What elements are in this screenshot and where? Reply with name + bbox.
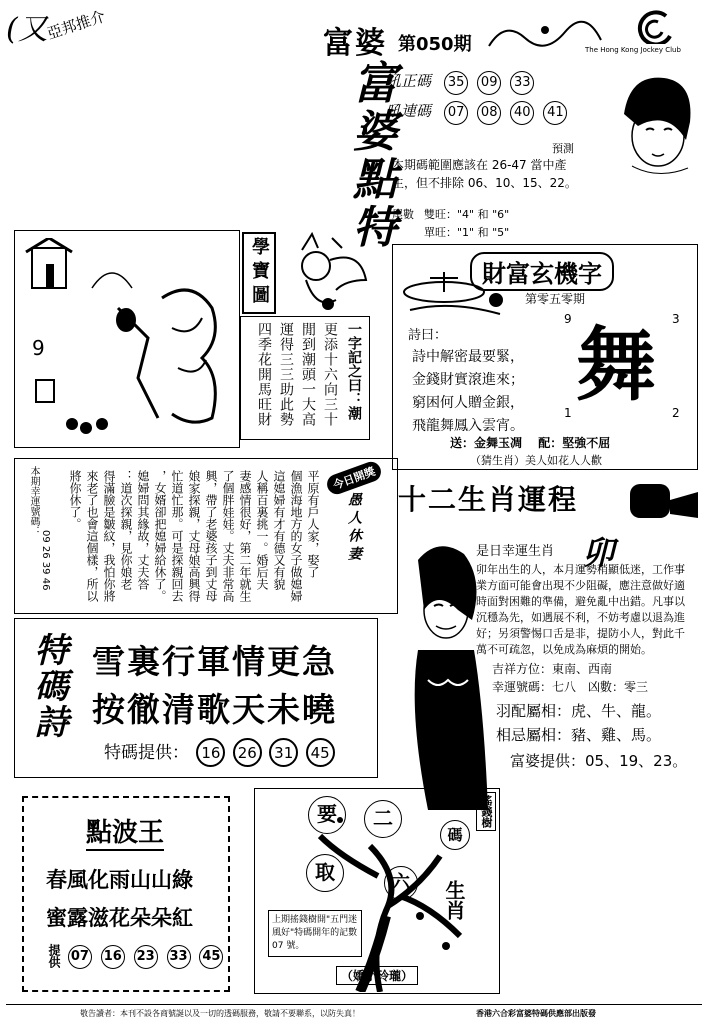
dianbo-num: 45 — [199, 945, 223, 969]
caifu-corner-num: 9 — [564, 312, 572, 326]
zodiac-avoid: 相忌屬相：豬、雞、馬。 — [496, 726, 662, 744]
caifu-big-char: 舞 — [576, 318, 656, 412]
tips-line2-num: 41 — [543, 101, 567, 125]
tips-line2-num: 08 — [477, 101, 501, 125]
caifu-send-value: 金舞玉凋 — [474, 436, 523, 450]
zodiac-lucky-label: 是日幸運生肖 — [476, 544, 555, 559]
xueyubao-cherub — [272, 230, 372, 320]
story-col: 媳婦問其緣故，丈夫答 — [136, 470, 150, 590]
forecast-text-2: 生，但不排除 06、10、15、22。 — [392, 176, 577, 190]
xueyubao-illustration — [22, 238, 234, 442]
zodiac-match: 羽配屬相：虎、牛、龍。 — [496, 702, 662, 720]
dianbo-title: 點波王 — [86, 812, 164, 851]
footer-publisher: 香港六合彩富婆特碼供應部出版發 — [476, 1009, 596, 1018]
dianteb-title: 富婆點特 — [345, 60, 396, 252]
xueyubao-poem-col: 四季花開馬旺財 — [256, 322, 272, 427]
dianbo-line-2: 蜜露滋花朵朵紅 — [46, 905, 193, 930]
caifu-poem-line: 詩中解密最要緊， — [412, 349, 524, 365]
zodiac-lucky-nums: 幸運號碼：七八 凶數：零三 — [492, 680, 649, 694]
story-col: 得滿臉是皺紋，我怕你將 — [102, 470, 116, 602]
tips-line1-num: 35 — [444, 71, 468, 95]
story-col: 這媳婦有才有德又有貌 — [272, 470, 286, 590]
dianbo-num: 16 — [101, 945, 125, 969]
tema-title: 特碼詩 — [28, 632, 68, 740]
caifu-corner-num: 3 — [672, 312, 680, 326]
forecast-text-1: 本期碼範圍應該在 26-47 當中產 — [392, 158, 567, 172]
story-text-columns — [66, 470, 322, 608]
tema-provide-label: 特碼提供： — [104, 743, 189, 763]
caifu-poem-line: 金錢財實滾進來； — [412, 372, 524, 388]
tips-line2-num: 07 — [444, 101, 468, 125]
story-title: 愚人休妻 — [346, 492, 362, 564]
story-col: 平原有戶人家，娶了 — [306, 470, 320, 578]
tema-provide — [104, 738, 335, 767]
caifu-illustration — [400, 270, 510, 322]
caifu-send — [450, 434, 610, 451]
tail-label: 尾數 — [392, 208, 414, 221]
caifu-send-label: 送： — [450, 436, 475, 450]
zodiac-provide: 富婆提供：05、19、23。 — [510, 752, 688, 770]
story-col: 人稱百裏挑一。婚后夫 — [255, 470, 269, 590]
story-col: 興，帶了老婆孩子到丈母 — [204, 470, 218, 602]
forecast-label: 預測 — [552, 142, 574, 155]
tree-caption: （嬌小玲瓏） — [336, 966, 418, 985]
tree-circle: 要 — [308, 796, 346, 834]
zodiac-title: 十二生肖運程 — [398, 483, 579, 516]
tips-face-illustration — [608, 70, 700, 180]
jockey-club-text: The Hong Kong Jockey Club — [585, 46, 681, 54]
tema-num: 45 — [306, 738, 335, 767]
caifu-poem-line: 飛龍舞鳳入雲宵。 — [412, 418, 524, 434]
tema-num: 31 — [269, 738, 298, 767]
tree-circle: 取 — [306, 854, 344, 892]
tree-circle: 碼 — [440, 820, 470, 850]
xueyubao-poem-col: 更添十六向三十 — [322, 322, 338, 427]
dianbo-num: 07 — [68, 945, 92, 969]
caifu-corner-num: 1 — [564, 406, 572, 420]
caifu-issue: 第零五零期 — [525, 292, 586, 306]
xueyubao-poem-col: 運得三三助此勢 — [278, 322, 294, 427]
story-col: 將你休了。 — [68, 470, 82, 530]
story-col: 了個胖娃娃。丈夫非常高 — [221, 470, 235, 602]
zodiac-lucky-value: 卯 — [582, 534, 615, 572]
header-issue: 第050期 — [398, 34, 472, 55]
tema-line-2: 按徹清歌天未曉 — [92, 690, 337, 729]
tips-line2-label: 吼連碼 — [386, 102, 432, 120]
story-col: ，女婿卻把媳婦給休了。 — [153, 470, 167, 602]
tips-line1-num: 33 — [510, 71, 534, 95]
corner-mark: (又 — [6, 12, 48, 47]
story-col: 個漁海地方的女子做媳婦 — [289, 470, 303, 602]
dianbo-provide-label: 提供 — [47, 944, 61, 968]
corner-brand — [6, 4, 136, 54]
tree-circle: 二 — [364, 800, 402, 838]
zodiac-desc: 卯年出生的人，本月運勢稍顯低迷，工作事業方面可能會出現不少阻礙，應注意做好適時面對困難的準備，避免亂中出錯。凡事以沉穩為先，如遇展不利，不妨考慮以退為進好；另須警惕口舌是非，提防小人，對此千萬不可疏忽，以免成為麻煩的開始。 — [476, 563, 685, 656]
tail-single: 單旺："1" 和 "5" — [424, 226, 510, 239]
footer-rule — [6, 1004, 702, 1005]
tips-block — [386, 64, 706, 239]
header-title: 富婆 — [323, 26, 387, 61]
dianbo-line-1: 春風化雨山山綠 — [46, 867, 193, 892]
tree-fruit: 生肖 — [442, 880, 466, 920]
story-side-label: 本期幸運號碼： — [28, 466, 39, 536]
tips-line1-num: 09 — [477, 71, 501, 95]
tema-num: 16 — [196, 738, 225, 767]
tema-num: 26 — [233, 738, 262, 767]
tips-line1 — [386, 70, 538, 95]
corner-text: 亞邦推介 — [44, 7, 108, 43]
tips-line2 — [386, 100, 571, 125]
xueyubao-poem-title: 一字記之曰：潮 — [346, 322, 362, 420]
caifu-pair-value: 堅強不屈 — [562, 436, 611, 450]
tema-line-1: 雪裏行軍情更急 — [92, 642, 337, 681]
tips-line2-num: 40 — [510, 101, 534, 125]
tips-line1-label: 吼正碼 — [386, 72, 432, 90]
story-side-nums: 09 26 39 46 — [40, 530, 51, 591]
xueyubao-poem-col: 閒到潮頭一大高 — [300, 322, 316, 427]
story-col: 忙道忙那。可是探親回去 — [170, 470, 184, 602]
xueyubao-title: 學寶圖 — [242, 232, 276, 314]
footer-notice: 敬告讀者：本刊不設各商號誕以及一切的透碼服務，敬請不要聯系，以防失真！ — [80, 1009, 360, 1018]
tail-double: 雙旺："4" 和 "6" — [424, 208, 510, 221]
story-stamp: 今日開獎 — [324, 459, 383, 497]
story-col: 來老了也會這個樣，所以 — [85, 470, 99, 602]
jockey-club-logo — [618, 10, 678, 44]
tree-stamp: 搖錢樹 — [476, 792, 496, 831]
caifu-pair-label: 配： — [538, 436, 563, 450]
dianbo-num: 33 — [167, 945, 191, 969]
story-col: 娘家探親，丈母娘高興得 — [187, 470, 201, 602]
story-col: ：道次探親，見你娘老 — [119, 470, 133, 590]
story-col: 妻感情很好，第二年就生 — [238, 470, 252, 602]
caifu-title: 財富玄機字 — [470, 252, 614, 291]
caifu-corner-num: 2 — [672, 406, 680, 420]
dianbo-provide — [46, 944, 227, 969]
dianbo-num: 23 — [134, 945, 158, 969]
caifu-poem-label: 詩曰： — [408, 328, 448, 343]
xueyubao-number: 9 — [32, 336, 45, 360]
zodiac-direction: 吉祥方位：東南、西南 — [492, 662, 613, 676]
tree-prev-note: 上期搖錢樹開"五門迷風好"特碼開年的記數 07 號。 — [268, 910, 362, 957]
caifu-guess: （猜生肖）美人如花人人歡 — [470, 454, 602, 467]
zodiac-fist-illustration — [620, 470, 700, 530]
tree-circle: 六 — [384, 866, 418, 900]
caifu-poem-line: 窮困何人贈金銀， — [412, 395, 524, 411]
